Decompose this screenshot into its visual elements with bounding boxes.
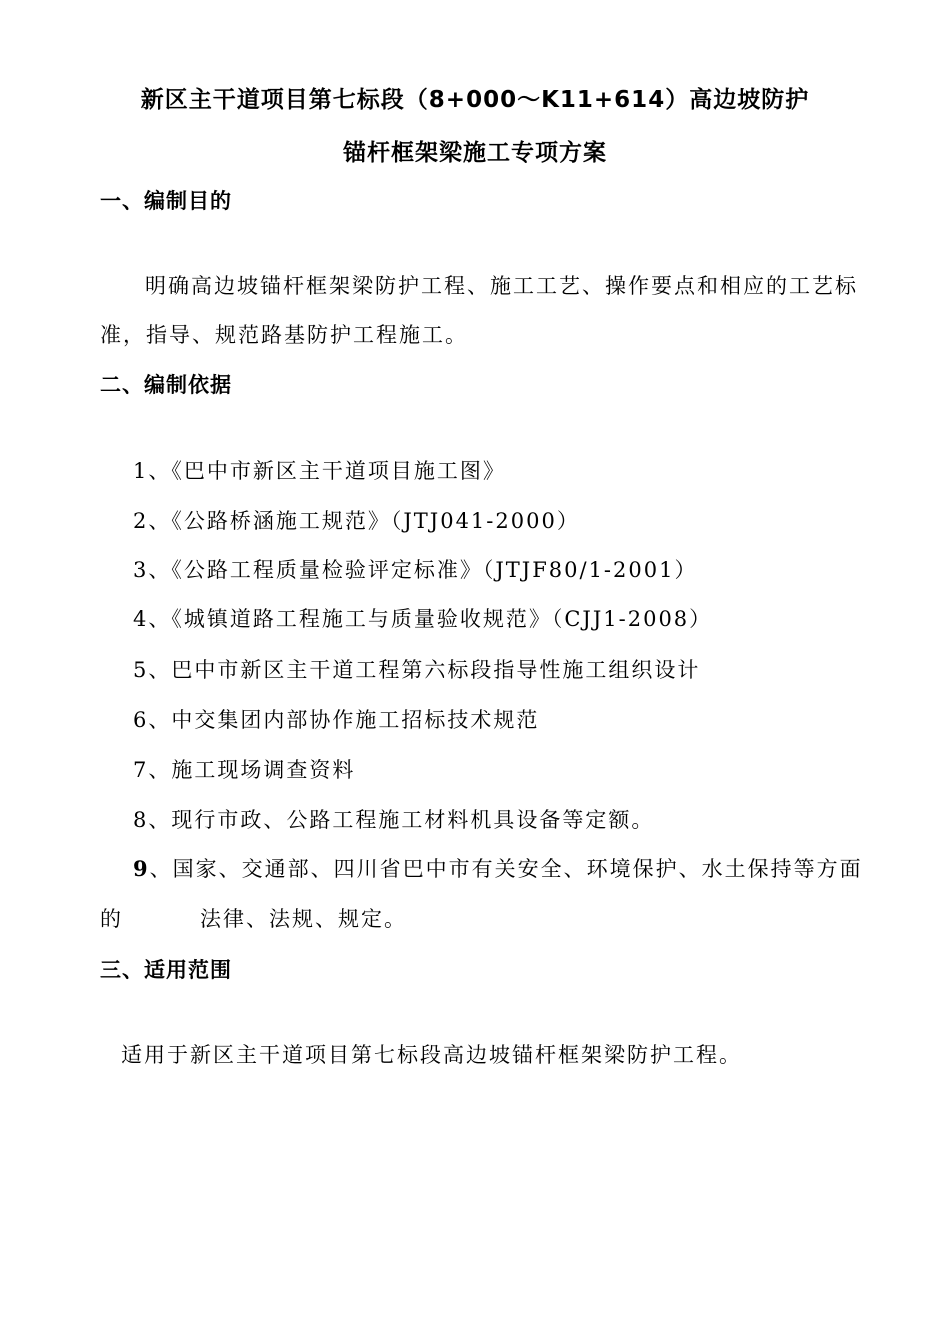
basis-list-item: 6、中交集团内部协作施工招标技术规范: [133, 708, 540, 732]
document-title-line-2: 锚杆框架梁施工专项方案: [343, 140, 607, 166]
section-heading-scope: 三、适用范围: [100, 958, 232, 982]
section-heading-purpose: 一、编制目的: [100, 189, 232, 213]
basis-list-item: 4、《城镇道路工程施工与质量验收规范》（CJJ1-2008）: [133, 607, 713, 631]
section-heading-basis: 二、编制依据: [100, 373, 232, 397]
scope-paragraph: 适用于新区主干道项目第七标段高边坡锚杆框架梁防护工程。: [121, 1043, 742, 1067]
document-title-line-1: 新区主干道项目第七标段（8+000～K11+614）高边坡防护: [140, 87, 810, 113]
basis-list-item-9-line-1: [133, 855, 863, 883]
purpose-paragraph-line-1: 明确高边坡锚杆框架梁防护工程、施工工艺、操作要点和相应的工艺标: [145, 274, 858, 298]
basis-item-9-number: 9: [133, 856, 150, 881]
purpose-paragraph-line-2: 准，指导、规范路基防护工程施工。: [100, 323, 468, 347]
basis-list-item-9-line-2-rest: 法律、法规、规定。: [200, 907, 407, 931]
basis-list-item: 8、现行市政、公路工程施工材料机具设备等定额。: [133, 808, 655, 832]
basis-list-item: 2、《公路桥涵施工规范》（JTJ041-2000）: [133, 509, 580, 533]
basis-list-item: 3、《公路工程质量检验评定标准》（JTJF80/1-2001）: [133, 558, 698, 582]
basis-list-item: 7、施工现场调查资料: [133, 758, 356, 782]
basis-item-9-text: 、国家、交通部、四川省巴中市有关安全、环境保护、水土保持等方面: [149, 857, 863, 881]
basis-list-item: 5、巴中市新区主干道工程第六标段指导性施工组织设计: [133, 658, 701, 682]
basis-list-item: 1、《巴中市新区主干道项目施工图》: [133, 459, 506, 483]
basis-list-item-9-line-2-start: 的: [100, 907, 123, 931]
